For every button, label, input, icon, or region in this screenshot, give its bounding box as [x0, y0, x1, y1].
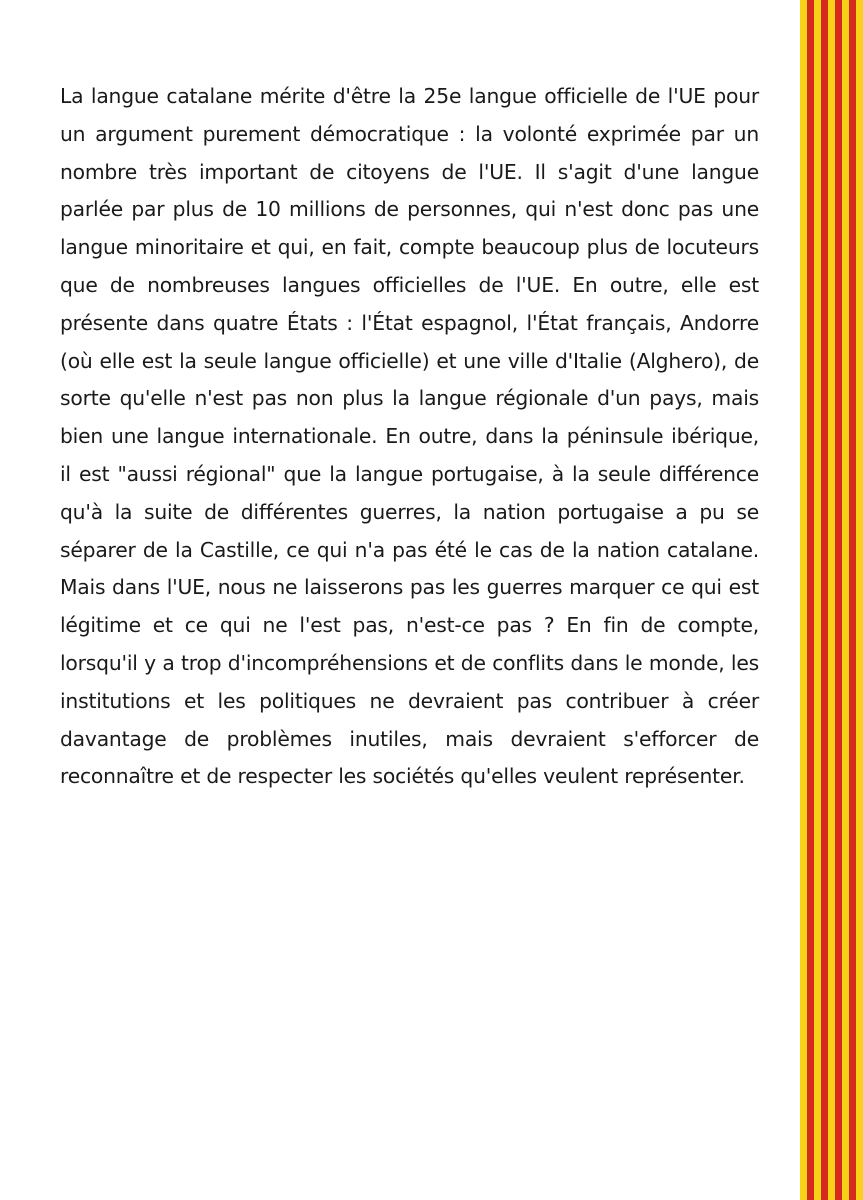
body-paragraph: La langue catalane mérite d'être la 25e langue officielle de l'UE pour un argument purement démocratique : la volonté exprimée par un nombre très important de citoyens de l'UE. Il s'agit d'une langue parlée par plus de 10 millions de personnes, qui n'est donc pas une langue minoritaire et qui, en fait, compte beaucoup plus de locuteurs que de nombreuses langues officielles de l'UE. En outre, elle est présente dans quatre États : l'État espagnol, l'État français, Andorre (où elle est la seule langue officielle) et une ville d'Italie (Alghero), de sorte qu'elle n'est pas non plus la langue régionale d'un pays, mais bien une langue internationale. En outre, dans la péninsule ibérique, il est "aussi régional" que la langue portugaise, à la seule différence qu'à la suite de différentes guerres, la nation portugaise a pu se séparer de la Castille, ce qui n'a pas été le cas de la nation catalane. Mais dans l'UE, nous ne laisserons pas les guerres marquer ce qui est légitime et ce qui ne l'est pas, n'est-ce pas ? En fin de compte, lorsqu'il y a trop d'incompréhensions et de conflits dans le monde, les institutions et les politiques ne devraient pas contribuer à créer davantage de problèmes inutiles, mais devraient s'efforcer de reconnaître et de respecter les sociétés qu'elles veulent représenter. — [60, 84, 759, 789]
catalan-flag-stripe — [800, 0, 863, 1200]
